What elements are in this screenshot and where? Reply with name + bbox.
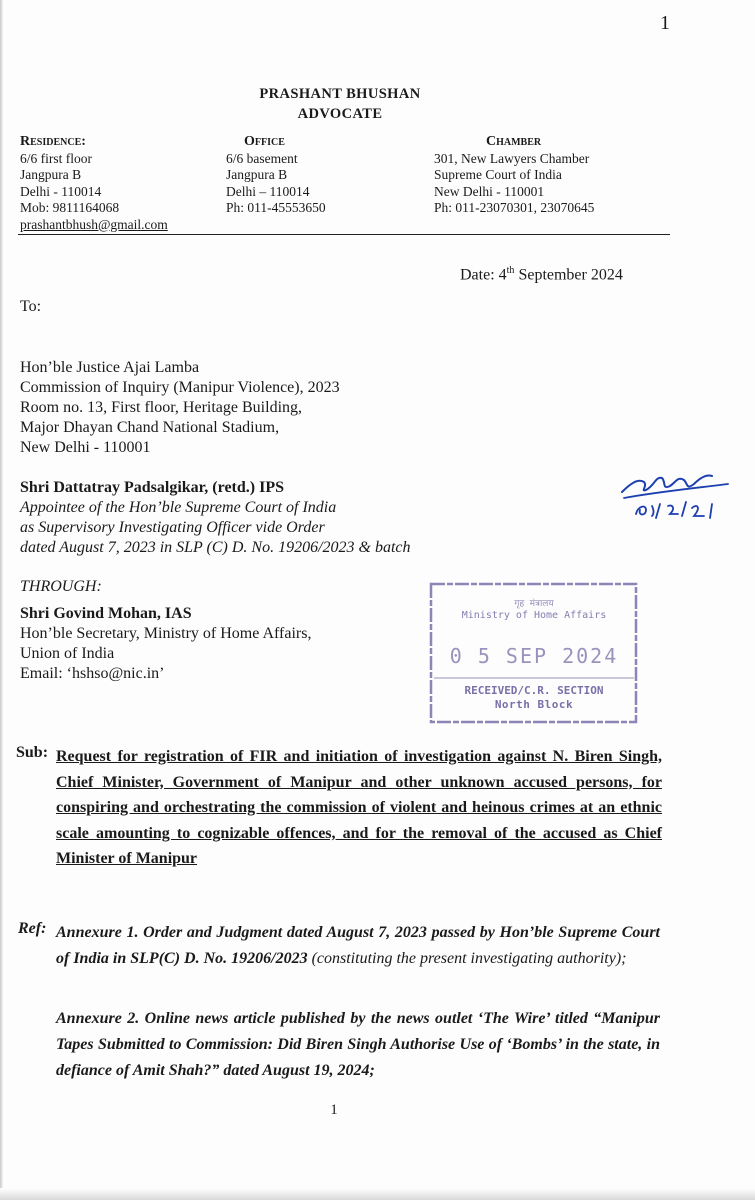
reference-label: Ref: [18, 920, 47, 937]
subject-label: Sub: [16, 744, 49, 761]
reference-annexure-1 [56, 920, 660, 972]
page-number-top: 1 [660, 12, 670, 34]
date-suffix: th [506, 265, 515, 276]
recipient-email: Email: ‘hshso@nic.in’ [20, 665, 165, 682]
chamber-line: New Delhi - 110001 [434, 183, 545, 199]
recipient-line: New Delhi - 110001 [20, 439, 151, 456]
residence-line: Jangpura B [20, 167, 82, 182]
reference-annexure-2 [56, 1006, 660, 1084]
residence-line: Delhi - 110014 [20, 183, 102, 199]
through-label: THROUGH: [20, 578, 102, 595]
office-address [226, 134, 326, 217]
letterhead-title: ADVOCATE [297, 106, 383, 122]
received-stamp [428, 580, 640, 726]
recipient-line: dated August 7, 2023 in SLP (C) D. No. 19206/2023 & batch [20, 539, 411, 556]
recipient-line: Room no. 13, First floor, Heritage Building, [20, 399, 303, 416]
chamber-line: Ph: 011-23070301, 23070645 [434, 200, 595, 215]
residence-line: 6/6 first floor [20, 150, 92, 166]
recipient-name: Shri Dattatray Padsalgikar, (retd.) IPS [20, 479, 284, 496]
office-line: Ph: 011-45553650 [226, 200, 326, 215]
reference-bold-text: Annexure 1. Order and Judgment dated August 7, 2023 passed by Hon’ble Supreme Court of India in SLP(C) D. No. 19206/2023 [56, 924, 660, 967]
letterhead-name: PRASHANT BHUSHAN [259, 86, 421, 102]
reference-bold-text: Annexure 2. Online news article published by the news outlet ‘The Wire’ titled “Manipur Tapes Submitted to Commission: Did Biren Singh Authorise Use of ‘Bombs’ in the state, in defiance of Amit Shah?” dated August 19, 2024; [56, 1010, 660, 1079]
chamber-line: Supreme Court of India [434, 167, 562, 182]
letterhead-divider [18, 234, 670, 235]
chamber-line: 301, New Lawyers Chamber [434, 150, 590, 166]
office-heading: Office [244, 134, 285, 149]
residence-address [20, 134, 168, 233]
letter-date [460, 265, 623, 284]
residence-email-link[interactable]: prashantbhush@gmail.com [20, 216, 168, 232]
date-rest: September 2024 [514, 266, 623, 284]
stamp-hindi-ministry: गृह मंत्रालय [514, 599, 554, 609]
reference-normal-text: (constituting the present investigating authority); [307, 950, 627, 967]
recipient-line: as Supervisory Investigating Officer vide Order [20, 519, 325, 536]
recipient-line: Hon’ble Secretary, Ministry of Home Affairs, [20, 625, 312, 642]
date-prefix: Date: 4 [460, 266, 507, 284]
recipient-line: Union of India [20, 645, 115, 662]
handwritten-signature [616, 462, 736, 522]
stamp-received-section: RECEIVED/C.R. SECTION [464, 684, 604, 697]
office-line: 6/6 basement [226, 150, 298, 166]
chamber-address [434, 134, 594, 217]
office-line: Jangpura B [226, 167, 288, 182]
residence-heading: Residence: [20, 134, 86, 149]
recipient-justice-lamba [20, 358, 340, 458]
page-number-bottom: 1 [330, 1102, 338, 1118]
recipient-line: Appointee of the Hon’ble Supreme Court of India [20, 499, 337, 516]
stamp-ministry: Ministry of Home Affairs [461, 610, 607, 621]
chamber-heading: Chamber [486, 134, 542, 149]
subject-text: Request for registration of FIR and initiation of investigation against N. Biren Singh, Chief Minister, Government of Manipur and other unknown accused persons, for conspiring and orchestrating the commission of violent and heinous crimes at an ethnic scale amounting to cognizable offences, and for the removal of the accused as Chief Minister of Manipur [56, 748, 662, 868]
scan-edge-shadow [0, 0, 3, 1200]
residence-line: Mob: 9811164068 [20, 200, 120, 215]
office-line: Delhi – 110014 [226, 183, 310, 199]
stamp-date: 0 5 SEP 2024 [449, 644, 619, 668]
recipient-line: Hon’ble Justice Ajai Lamba [20, 359, 200, 376]
recipient-padsalgikar [20, 478, 411, 558]
recipient-name: Shri Govind Mohan, IAS [20, 605, 192, 622]
scan-bottom-shadow [0, 1188, 755, 1200]
recipient-govind-mohan [20, 604, 311, 684]
recipient-line: Major Dhayan Chand National Stadium, [20, 419, 280, 436]
recipient-line: Commission of Inquiry (Manipur Violence), 2023 [20, 379, 340, 396]
to-label: To: [20, 298, 42, 315]
stamp-north-block: North Block [494, 698, 574, 711]
